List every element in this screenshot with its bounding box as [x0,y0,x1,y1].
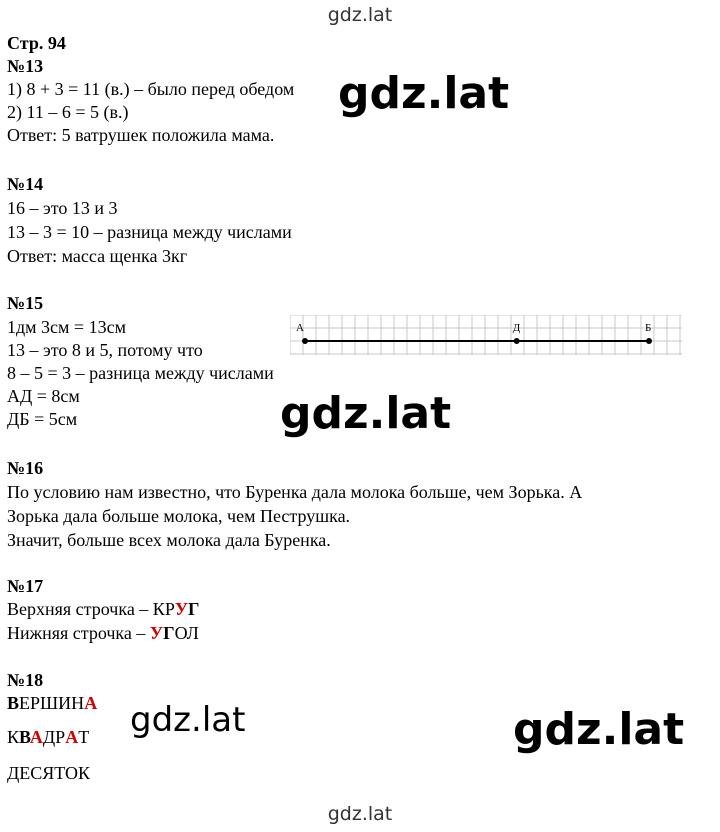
task-13-line-1: 1) 8 + 3 = 11 (в.) – было перед обедом [7,79,295,99]
task-18-word-2-part-3: А [29,727,43,747]
task-18-word-2-part-1: К [7,727,20,747]
task-18-word-3: ДЕСЯТОК [7,763,91,783]
task-14-line-2: 13 – 3 = 10 – разница между числами [7,222,292,242]
watermark-small: gdz.lat [130,700,246,740]
task-13-title: №13 [7,56,44,76]
task-17-bottom-row [7,622,199,644]
task-16-line-3: Значит, больше всех молока дала Буренка. [7,530,331,550]
task-16-title: №16 [7,458,44,478]
task-17-bottom-row-red-letter: У [149,623,164,643]
watermark-large-1: gdz.lat [338,68,510,119]
task-18-word-2-part-6: Т [78,727,90,747]
point-b [646,338,652,344]
watermark-bottom: gdz.lat [327,803,393,825]
task-16-line-1: По условию нам известно, что Буренка дала молока больше, чем Зорька. А [7,482,583,502]
task-17-bottom-row-bold-letter: Г [163,623,175,643]
point-d [514,338,520,344]
task-16-line-2: Зорька дала больше молока, чем Пеструшка. [7,506,351,526]
task-18-word-1-middle: ЕРШИН [19,693,85,713]
watermark-large-2: gdz.lat [280,388,452,439]
task-17-title: №17 [7,576,44,596]
point-a [302,338,308,344]
task-18-word-2-part-2: В [19,727,30,747]
task-18-word-2 [7,726,89,748]
task-15-line-5: ДБ = 5см [7,409,78,429]
task-13-answer: Ответ: 5 ватрушек положила мама. [7,125,275,145]
task-17-top-row-bold-letter: Г [188,599,200,619]
task-18-word-1-first: В [7,693,20,713]
task-18-word-1 [7,692,97,714]
task-15-title: №15 [7,293,44,313]
task-14-answer: Ответ: масса щенка 3кг [7,246,188,266]
task-18-word-1-last: А [84,693,98,713]
point-b-label: Б [645,322,652,334]
task-17-top-row-prefix: Верхняя строчка – КР [7,599,175,619]
task-13-line-2: 2) 11 – 6 = 5 (в.) [7,102,129,122]
task-17-bottom-row-prefix: Нижняя строчка – [7,623,150,643]
task-14-title: №14 [7,174,44,194]
watermark-large-3: gdz.lat [513,704,685,755]
task-15-line-4: АД = 8см [7,386,80,406]
grid-paper [290,315,682,355]
task-14-line-1: 16 – это 13 и 3 [7,198,118,218]
page-number: Стр. 94 [7,33,66,53]
task-18-word-2-part-4: ДР [42,727,66,747]
task-17-bottom-row-rest: ОЛ [174,623,199,643]
task-17-top-row [7,598,200,620]
task-15-line-2: 13 – это 8 и 5, потому что [7,340,203,360]
watermark-top: gdz.lat [327,4,393,26]
point-a-label: А [296,322,304,334]
task-18-word-2-part-5: А [65,727,79,747]
task-17-top-row-red-letter: У [174,599,189,619]
task-15-line-1: 1дм 3см = 13см [7,317,126,337]
segment-grid-drawing [290,315,682,355]
task-18-title: №18 [7,670,44,690]
task-15-line-3: 8 – 5 = 3 – разница между числами [7,363,274,383]
point-d-label: Д [512,322,521,334]
